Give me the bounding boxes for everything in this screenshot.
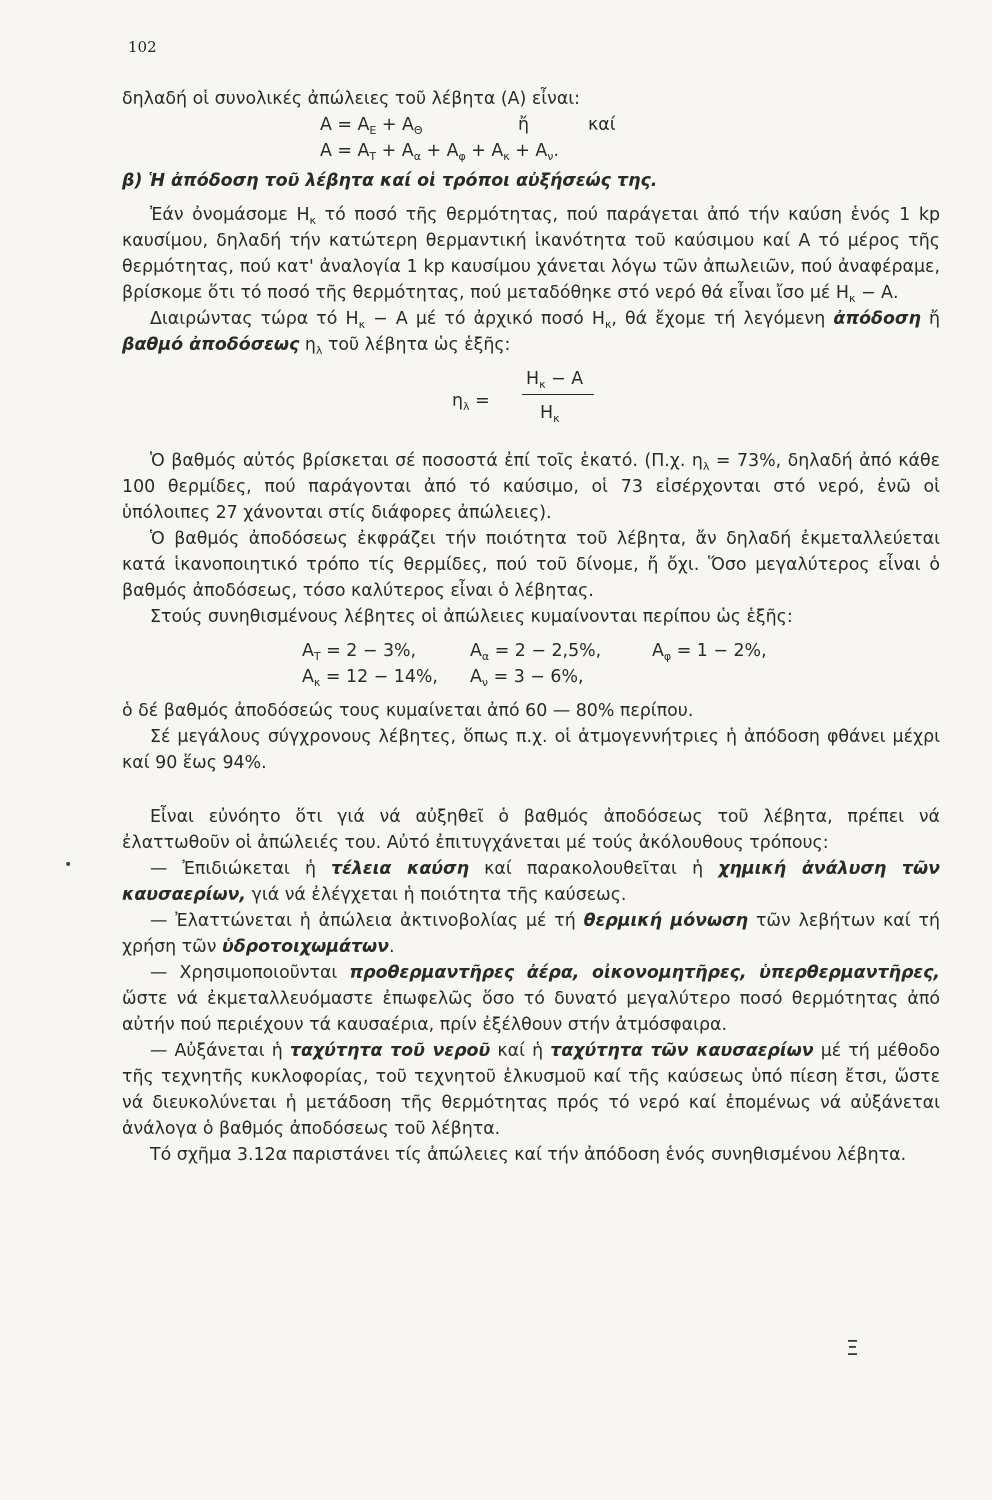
intro-text: δηλαδή οἱ συνολικές ἀπώλειες τοῦ λέβητα (Α) εἶναι: [122,89,581,109]
list-item-4: — Αὐξάνεται ἡ ταχύτητα τοῦ νεροῦ καί ἡ ταχύτητα τῶν καυσαερίων μέ τή μέθοδο τῆς τεχνητῆς κυκλοφορίας, τοῦ τεχνητοῦ ἑλκυσμοῦ καί τῆς καύσεως ὑπό πίεση ἔτσι, ὥστε νά διευκολύνεται ἡ μετάδοση τῆς θερμότητας πρός τό νερό καί ἐπομένως νά αὐξάνεται ἀνάλογα ὁ βαθμός ἀποδόσεως τοῦ λέβητα. [122,1041,940,1139]
loss-values [122,638,940,692]
loss-a: $A_\alpha = 2 - 2,5\%$, [470,641,602,663]
paragraph-5: Στούς συνηθισμένους λέβητες οἱ ἀπώλειες κυμαίνονται περίπου ὡς ἑξῆς: [150,607,793,627]
section-title: β) Ἡ ἀπόδοση τοῦ λέβητα καί οἱ τρόποι αὐξήσεώς της. [122,171,658,191]
paragraph-6: ὁ δέ βαθμός ἀποδόσεώς τους κυμαίνεται ἀπό 60 — 80% περίπου. [122,701,694,721]
paragraph-8: Εἶναι εὐνόητο ὅτι γιά νά αὐξηθεῖ ὁ βαθμός ἀποδόσεως τοῦ λέβητα, πρέπει νά ἐλαττωθοῦν οἱ ἀπώλειές του. Αὐτό ἐπιτυγχάνεται μέ τούς ἀκόλουθους τρόπους: [122,807,940,853]
paragraph-7: Σέ μεγάλους σύγχρονους λέβητες, ὅπως π.χ. οἱ ἀτμογεννήτριες ἡ ἀπόδοση φθάνει μέχρι καί 90 ἕως 94%. [122,727,940,773]
loss-v: $A_\nu = 3 - 6\%$, [470,667,584,689]
loss-k: $A_\kappa = 12 - 14\%$, [302,667,438,689]
page-body [122,86,940,1168]
equation-2: $A = A_T + A_\alpha + A_\varphi + A_\kappa + A_\nu$. [320,141,559,163]
paragraph-1: Ἐάν ὀνομάσομε $H_\kappa$ τό ποσό τῆς θερμότητας, πού παράγεται ἀπό τήν καύση ἑνός 1 kp καυσίμου, δηλαδή τήν κατώτερη θερμαντική ἱκανότητα τοῦ καύσιμου καί Α τό μέρος τῆς θερμότητας, πού κατ' ἀναλογία 1 kp καυσίμου χάνεται λόγω τῶν ἀπωλειῶν, πού ἀναφέραμε, βρίσκομε ὅτι τό ποσό τῆς θερμότητας, πού μεταδόθηκε στό νερό θά εἶναι ἴσο μέ $H_\kappa - A$. [122,205,941,305]
loss-t: $A_T = 2 - 3\%$, [302,641,417,663]
page-number: 102 [128,38,157,56]
page-signature-mark: Ξ [846,1336,859,1360]
paragraph-3: Ὁ βαθμός αὐτός βρίσκεται σέ ποσοστά ἐπί τοῖς ἑκατό. (Π.χ. $\eta_\lambda = 73\%$, δηλαδή ἀπό κάθε 100 θερμίδες, πού παράγονται ἀπό τό καύσιμο, οἱ 73 εἰσέρχονται στό νερό, ἐνῶ οἱ ὑπόλοιπες 27 χάνονται στίς διάφορες ἀπώλειες). [122,451,940,523]
list-item-2: — Ἐλαττώνεται ἡ ἀπώλεια ἀκτινοβολίας μέ τή θερμική μόνωση τῶν λεβήτων καί τή χρήση τῶν ὑδροτοιχωμάτων. [122,911,940,957]
loss-f: $A_\varphi = 1 - 2\%$, [652,641,767,663]
paragraph-4: Ὁ βαθμός ἀποδόσεως ἐκφράζει τήν ποιότητα τοῦ λέβητα, ἄν δηλαδή ἐκμεταλλεύεται κατά ἱκανοποιητικό τρόπο τίς θερμίδες, πού τοῦ δίνομε, ἤ ὄχι. Ὅσο μεγαλύτερος εἶναι ὁ βαθμός ἀποδόσεως, τόσο καλύτερος εἶναι ὁ λέβητας. [122,529,940,601]
paragraph-2: Διαιρώντας τώρα τό $H_\kappa - A$ μέ τό ἀρχικό ποσό $H_\kappa$, θά ἔχομε τή λεγόμενη ἀπόδοση ἤ βαθμό ἀποδόσεως $\eta_\lambda$ τοῦ λέβητα ὡς ἑξῆς: [122,309,940,357]
stray-mark: • [64,857,73,873]
formula-denominator: $H_\kappa$ [540,403,560,425]
efficiency-formula: $\eta_\lambda$ = $H_\kappa - A$ $H_\kappa$ [122,366,940,438]
list-item-1: — Ἐπιδιώκεται ἡ τέλεια καύση καί παρακολουθεῖται ἡ χημική ἀνάλυση τῶν καυσαερίων, γιά νά ἐλέγχεται ἡ ποιότητα τῆς καύσεως. [122,859,940,905]
fraction-bar [522,394,594,395]
equation-1: $A = A_E + A_\Theta$ ἤ καί [320,115,616,137]
formula-numerator: $H_\kappa - A$ [526,369,584,391]
list-item-3: — Χρησιμοποιοῦνται προθερμαντῆρες ἀέρα, οἰκονομητῆρες, ὑπερθερμαντῆρες, ὥστε νά ἐκμεταλλευόμαστε ἐπωφελῶς ὅσο τό δυνατό μεγαλύτερο ποσό θερμότητας ἀπό αὐτήν πού περιέχουν τά καυσαέρια, πρίν ἐξέλθουν στήν ἀτμόσφαιρα. [122,963,940,1035]
paragraph-9: Τό σχῆμα 3.12α παριστάνει τίς ἀπώλειες καί τήν ἀπόδοση ἑνός συνηθισμένου λέβητα. [150,1145,907,1165]
